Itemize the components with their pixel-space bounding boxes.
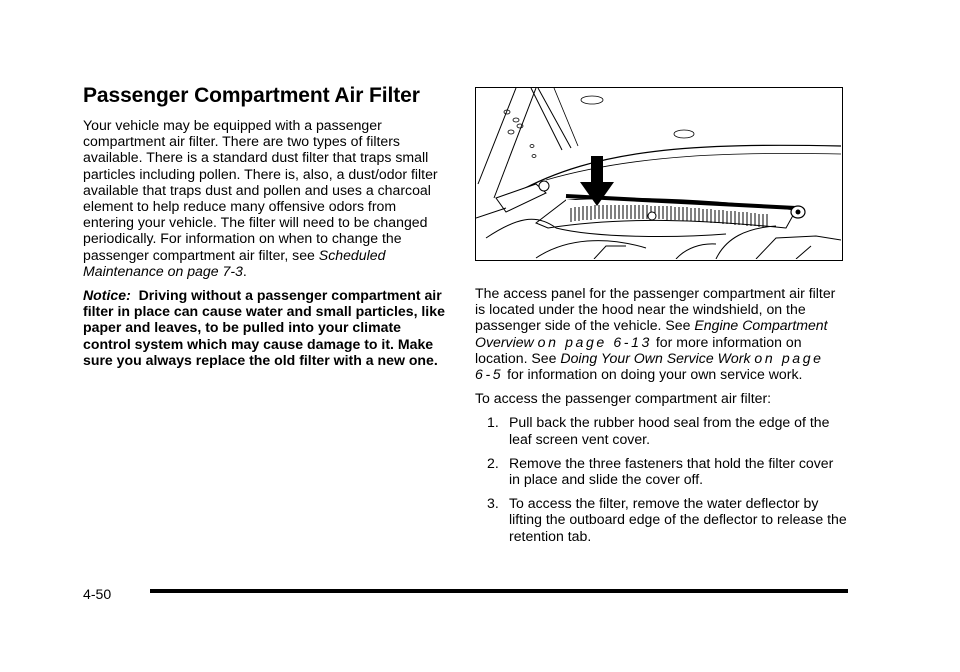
access-text-c: for information on doing your own service work. <box>503 366 803 383</box>
access-text-b: for more information on location. See <box>475 333 802 366</box>
engine-bay-illustration <box>476 88 841 259</box>
list-item <box>475 414 847 446</box>
footer-rule <box>150 589 848 593</box>
access-paragraph <box>475 285 847 382</box>
step-text: Pull back the rubber hood seal from the edge of the leaf screen vent cover. <box>509 414 830 447</box>
engine-compartment-link-text: Engine Compartment Overview <box>475 317 828 350</box>
step-number: 2. <box>487 454 499 471</box>
steps-list <box>475 414 847 543</box>
step-number: 1. <box>487 414 499 431</box>
own-service-work-link-text: Doing Your Own Service Work <box>560 349 751 366</box>
right-column <box>475 285 847 552</box>
steps-intro: To access the passenger compartment air filter: <box>475 390 772 407</box>
engine-compartment-link-page: on page 6-13 <box>537 333 652 350</box>
section-title: Passenger Compartment Air Filter <box>83 84 420 107</box>
air-filter-location-figure <box>475 87 843 261</box>
own-service-work-link-page: on page 6-5 <box>475 349 824 383</box>
scheduled-maintenance-link[interactable]: Scheduled Maintenance on page 7-3 <box>83 246 386 279</box>
intro-paragraph <box>83 117 448 279</box>
access-text-a: The access panel for the passenger compartment air filter is located under the hood near the windshield, on the passenger side of the vehicle. See <box>475 285 836 334</box>
notice-paragraph <box>83 287 448 368</box>
intro-end: . <box>242 262 247 279</box>
intro-text: Your vehicle may be equipped with a passenger compartment air filter. There are two types of filters available. There is a standard dust filter that traps small particles including pollen. There is, also, a dust/odor filter available that traps dust and pollen and uses a charcoal element to help reduce many offensive odors from entering your vehicle. The filter will need to be changed periodically. For information on when to change the passenger compartment air filter, see <box>83 117 438 263</box>
notice-text: Driving without a passenger compartment air filter in place can cause water and small particles, like paper and leaves, to be pulled into your climate control system which may cause damage to it. Make sure you always replace the old filter with a new one. <box>83 287 445 368</box>
step-text: Remove the three fasteners that hold the filter cover in place and slide the cover off. <box>509 454 834 488</box>
step-number: 3. <box>487 495 499 512</box>
list-item <box>475 455 847 487</box>
notice-label: Notice: <box>83 287 131 304</box>
left-column <box>83 117 448 376</box>
list-item <box>475 495 847 544</box>
page-number: 4-50 <box>83 586 112 602</box>
step-text: To access the filter, remove the water deflector by lifting the outboard edge of the deflector to release the retention tab. <box>509 495 847 544</box>
